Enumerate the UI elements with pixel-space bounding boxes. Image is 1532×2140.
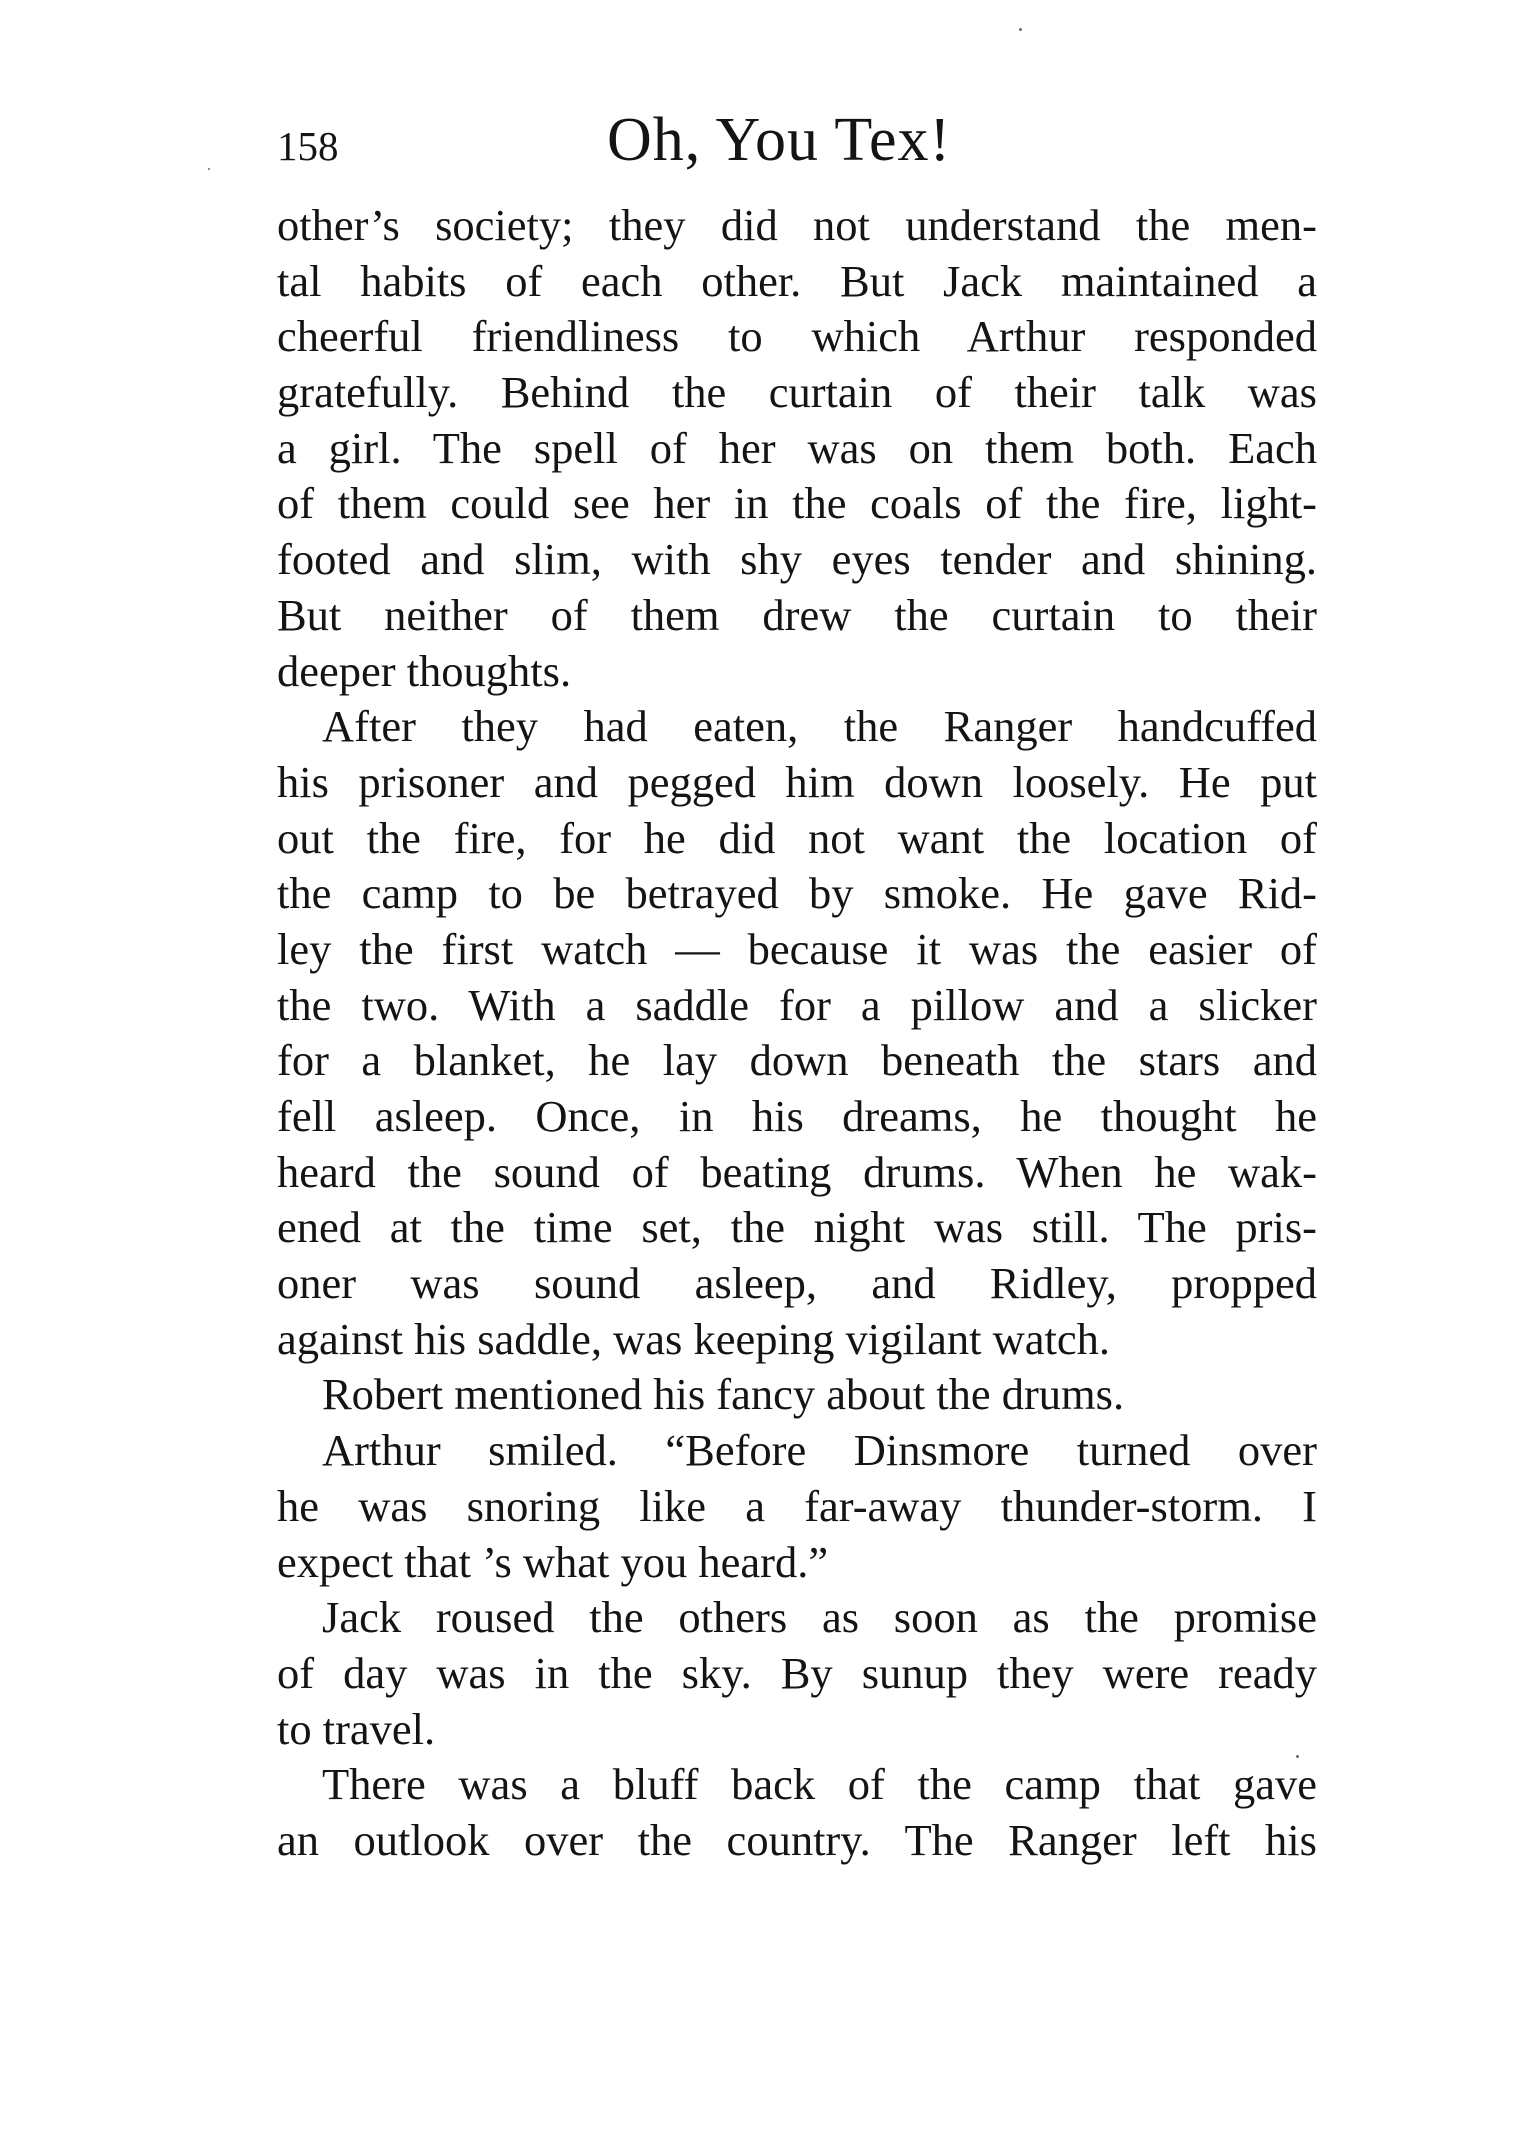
text-line: gratefully. Behind the curtain of their talk was [277,367,1317,418]
text-line: After they had eaten, the Ranger handcuffed [322,701,1317,752]
body-text [277,198,1317,1869]
paragraph [277,1423,1317,1590]
text-line: There was a bluff back of the camp that gave [322,1759,1317,1810]
text-line: heard the sound of beating drums. When he wak- [277,1146,1317,1197]
text-line: deeper thoughts. [277,645,572,696]
text-line: of them could see her in the coals of the fire, light- [277,478,1317,529]
text-line: for a blanket, he lay down beneath the stars and [277,1035,1317,1086]
text-line: to travel. [277,1703,436,1754]
text-line: his prisoner and pegged him down loosely. He put [277,756,1317,807]
text-line: But neither of them drew the curtain to their [277,589,1317,640]
paragraph [277,699,1317,1367]
text-line: the camp to be betrayed by smoke. He gave Rid- [277,868,1317,919]
paragraph [277,198,1317,699]
text-line: ened at the time set, the night was still. The pris- [277,1202,1317,1253]
paragraph [277,1757,1317,1868]
text-line: cheerful friendliness to which Arthur responded [277,311,1317,362]
text-line: a girl. The spell of her was on them both. Each [277,422,1317,473]
text-line: of day was in the sky. By sunup they were ready [277,1647,1317,1698]
scan-speck [1296,1755,1299,1758]
text-line: oner was sound asleep, and Ridley, propped [277,1258,1317,1309]
text-line: other’s society; they did not understand the men- [277,200,1317,250]
text-line: ley the first watch — because it was the easier of [277,923,1317,974]
paragraph [277,1590,1317,1757]
text-line: the two. With a saddle for a pillow and a slicker [277,979,1317,1030]
text-line: against his saddle, was keeping vigilant watch. [277,1313,1110,1364]
text-line: an outlook over the country. The Ranger left his [277,1814,1317,1865]
text-line: Arthur smiled. “Before Dinsmore turned over [322,1425,1317,1476]
text-line: out the fire, for he did not want the location of [277,812,1317,863]
text-line: tal habits of each other. But Jack maintained a [277,255,1317,306]
scan-speck [1019,28,1022,31]
paragraph [277,1367,1317,1423]
text-line: Robert mentioned his fancy about the drums. [322,1369,1125,1420]
running-title: Oh, You Tex! [607,106,952,174]
text-line: footed and slim, with shy eyes tender and shining. [277,534,1317,585]
text-line: he was snoring like a far-away thunder-storm. I [277,1480,1317,1531]
text-line: Jack roused the others as soon as the promise [322,1592,1317,1643]
page-number: 158 [277,123,339,169]
page-header [277,100,1317,180]
text-line: fell asleep. Once, in his dreams, he thought he [277,1091,1317,1141]
text-line: expect that ’s what you heard.” [277,1536,829,1587]
scan-speck [208,168,210,170]
